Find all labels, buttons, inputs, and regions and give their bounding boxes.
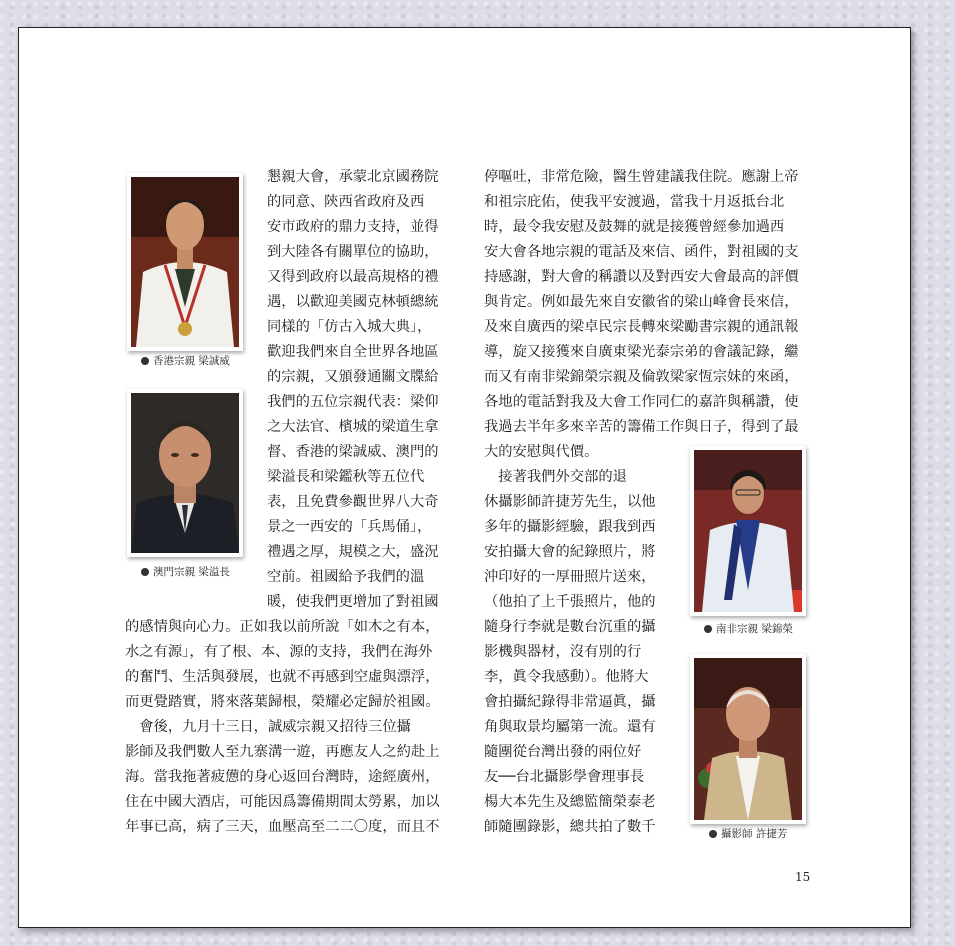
text-line: 又得到政府以最高規格的禮	[267, 269, 439, 285]
bullet-icon	[709, 830, 717, 838]
text-line: 梁溢長和梁鑑秋等五位代	[267, 469, 425, 485]
photo-liang-yichang	[127, 389, 243, 557]
bullet-icon	[141, 357, 149, 365]
bullet-icon	[704, 625, 712, 633]
text-line: 而又有南非梁錦榮宗親及倫敦梁家恆宗妹的來函，	[484, 369, 799, 385]
text-line: 大的安慰與代價。	[484, 444, 599, 460]
text-line: 表，且免費參觀世界八大奇	[267, 494, 439, 510]
portrait-image	[694, 658, 802, 820]
text-line: 同樣的「仿古入城大典」，	[267, 319, 432, 335]
text-line: 海。當我拖著疲憊的身心返回台灣時，途經廣州，	[125, 769, 440, 785]
text-line: 住在中國大酒店，可能因爲籌備期間太勞累，加以	[125, 794, 440, 810]
text-line: 會拍攝紀錄得非常逼眞，攝	[484, 694, 656, 710]
text-line: 休攝影師許捷芳先生，以他	[484, 494, 656, 510]
portrait-image	[694, 450, 802, 612]
text-line: 影師及我們數人至九寨溝一遊，再應友人之約赴上	[125, 744, 440, 760]
text-line: 影機與器材，沒有別的行	[484, 644, 642, 660]
text-line: 角與取景均屬第一流。還有	[484, 719, 656, 735]
text-line: 景之一西安的「兵馬俑」，	[267, 519, 432, 535]
bullet-icon	[141, 568, 149, 576]
text-line: 師隨團錄影，總共拍了數千	[484, 819, 656, 835]
text-line: 的同意、陝西省政府及西	[267, 194, 425, 210]
photo-xu-jiefang	[690, 654, 806, 824]
text-line: 及來自廣西的梁卓民宗長轉來梁勵書宗親的通訊報	[484, 319, 799, 335]
text-line: 暖，使我們更增加了對祖國	[267, 594, 439, 610]
text-line: 時，最令我安慰及鼓舞的就是接獲曾經參加過西	[484, 219, 785, 235]
text-line: 到大陸各有關單位的協助，	[267, 244, 439, 260]
text-line: 之大法官、檳城的梁道生拿	[267, 419, 439, 435]
text-line: 與肯定。例如最先來自安徽省的梁山峰會長來信，	[484, 294, 799, 310]
text-line: 隨身行李就是數台沉重的攝	[484, 619, 656, 635]
portrait-image	[131, 177, 239, 347]
text-line: 安市政府的鼎力支持，並得	[267, 219, 439, 235]
text-line: 遇，以歡迎美國克林頓總統	[267, 294, 439, 310]
text-line: 年事已高，病了三天，血壓高至二二〇度，而且不	[125, 819, 440, 835]
text-line: 隨團從台灣出發的兩位好	[484, 744, 642, 760]
text-line: 安大會各地宗親的電話及來信、函件，對祖國的支	[484, 244, 799, 260]
text-line: 的感情與向心力。正如我以前所說「如木之有本，	[125, 619, 440, 635]
text-line: 各地的電話對我及大會工作同仁的嘉許與稱讚，使	[484, 394, 799, 410]
text-line: 導，旋又接獲來自廣東梁光泰宗弟的會議記錄，繼	[484, 344, 799, 360]
text-line: 持感謝，對大會的稱讚以及對西安大會最高的評價	[484, 269, 799, 285]
text-line: 我過去半年多來辛苦的籌備工作與日子，得到了最	[484, 419, 799, 435]
text-line: 楊大本先生及總監簡榮泰老	[484, 794, 656, 810]
text-line: （他拍了上千張照片，他的	[484, 594, 656, 610]
photo-caption: 澳門宗親 梁溢長	[141, 564, 230, 579]
text-line: 會後，九月十三日，誠威宗親又招待三位攝	[125, 719, 411, 735]
photo-caption: 南非宗親 梁錦榮	[704, 621, 793, 636]
text-line: 友──台北攝影學會理事長	[484, 769, 645, 785]
photo-liang-jinrong	[690, 446, 806, 616]
photo-caption: 攝影師 許捷芳	[709, 826, 787, 841]
text-line: 空前。祖國給予我們的溫	[267, 569, 425, 585]
text-line: 我們的五位宗親代表：梁仰	[267, 394, 439, 410]
photo-liang-chengwei	[127, 173, 243, 351]
text-line: 多年的攝影經驗，跟我到西	[484, 519, 656, 535]
text-line: 的宗親，又頒發通關文牒給	[267, 369, 439, 385]
text-line: 而更覺踏實，將來落葉歸根，榮耀必定歸於祖國。	[125, 694, 440, 710]
text-line: 歡迎我們來自全世界各地區	[267, 344, 439, 360]
text-line: 接著我們外交部的退	[484, 469, 627, 485]
text-line: 水之有源」，有了根、本、源的支持，我們在海外	[125, 644, 433, 660]
text-line: 的奮鬥、生活與發展，也就不再感到空虛與漂浮，	[125, 669, 440, 685]
text-line: 停嘔吐，非常危險，醫生曾建議我住院。應謝上帝	[484, 169, 799, 185]
text-line: 禮遇之厚，規模之大，盛況	[267, 544, 439, 560]
page-number: 15	[795, 870, 811, 884]
text-line: 沖印好的一厚冊照片送來，	[484, 569, 656, 585]
text-line: 李，眞令我感動）。他將大	[484, 669, 649, 685]
portrait-image	[131, 393, 239, 553]
text-line: 安拍攝大會的紀錄照片，將	[484, 544, 656, 560]
text-line: 懇親大會，承蒙北京國務院	[267, 169, 439, 185]
document-page	[18, 27, 911, 928]
text-line: 督、香港的梁誠威、澳門的	[267, 444, 439, 460]
photo-caption: 香港宗親 梁誠威	[141, 353, 230, 368]
text-line: 和祖宗庇佑，使我平安渡過，當我十月返抵台北	[484, 194, 785, 210]
